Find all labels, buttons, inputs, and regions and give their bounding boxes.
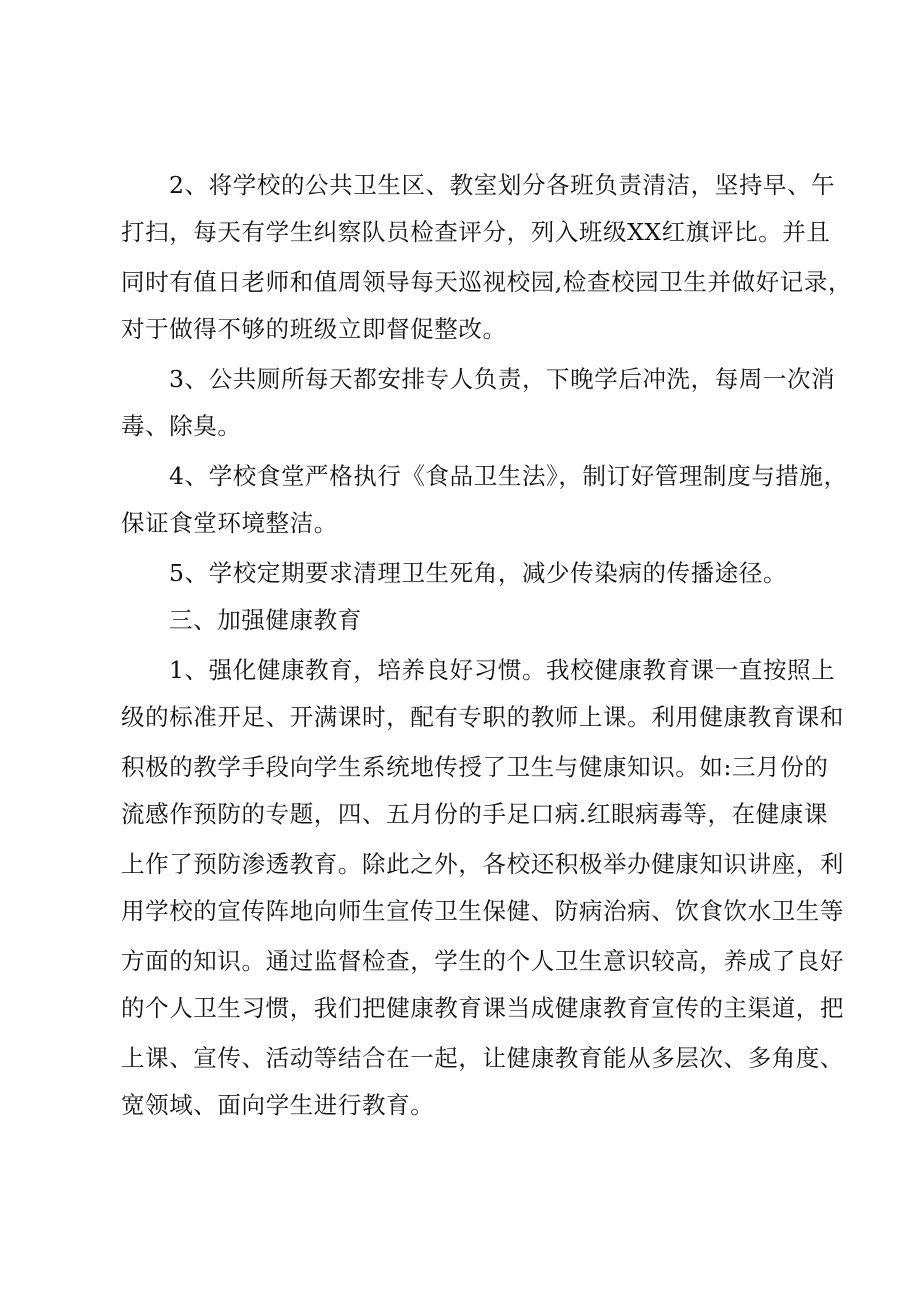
paragraph-5-line-1: 5、学校定期要求清理卫生死角，减少传染病的传播途径。 [169,559,788,587]
paragraph-4-line-2: 保证食堂环境整洁。 [121,509,338,537]
paragraph-1-line-7: 方面的知识。通过监督检查，学生的个人卫生意识较高，养成了良好 [121,947,844,975]
paragraph-2-line-1: 2、将学校的公共卫生区、教室划分各班负责清洁，坚持早、午 [169,171,836,199]
paragraph-1-line-3: 积极的教学手段向学生系统地传授了卫生与健康知识。如:三月份的 [121,753,829,781]
paragraph-1-line-5: 上作了预防渗透教育。除此之外，各校还积极举办健康知识讲座，利 [121,850,844,878]
paragraph-3-line-1: 3、公共厕所每天都安排专人负责，下晚学后冲洗，每周一次消 [169,365,836,393]
paragraph-1-line-4: 流感作预防的专题，四、五月份的手足口病.红眼病毒等，在健康课 [121,800,828,828]
paragraph-1-line-9: 上课、宣传、活动等结合在一起，让健康教育能从多层次、多角度、 [121,1044,844,1072]
paragraph-3-line-2: 毒、除臭。 [121,412,242,440]
paragraph-1-line-2: 级的标准开足、开满课时，配有专职的教师上课。利用健康教育课和 [121,703,844,731]
paragraph-1-line-1: 1、强化健康教育，培养良好习惯。我校健康教育课一直按照上 [169,656,836,684]
paragraph-2-line-3: 同时有值日老师和值周领导每天巡视校园,检查校园卫生并做好记录， [121,268,853,296]
paragraph-1-line-8: 的个人卫生习惯，我们把健康教育课当成健康教育宣传的主渠道，把 [121,994,844,1022]
paragraph-4-line-1: 4、学校食堂严格执行《食品卫生法》，制订好管理制度与措施， [169,462,848,490]
paragraph-2-line-4: 对于做得不够的班级立即督促整改。 [121,315,507,343]
paragraph-2-line-2: 打扫，每天有学生纠察队员检查评分，列入班级XX红旗评比。并且 [121,218,831,246]
paragraph-1-line-10: 宽领域、面向学生进行教育。 [121,1091,435,1119]
paragraph-1-line-6: 用学校的宣传阵地向师生宣传卫生保健、防病治病、饮食饮水卫生等 [121,897,844,925]
section-heading: 三、加强健康教育 [169,606,362,634]
